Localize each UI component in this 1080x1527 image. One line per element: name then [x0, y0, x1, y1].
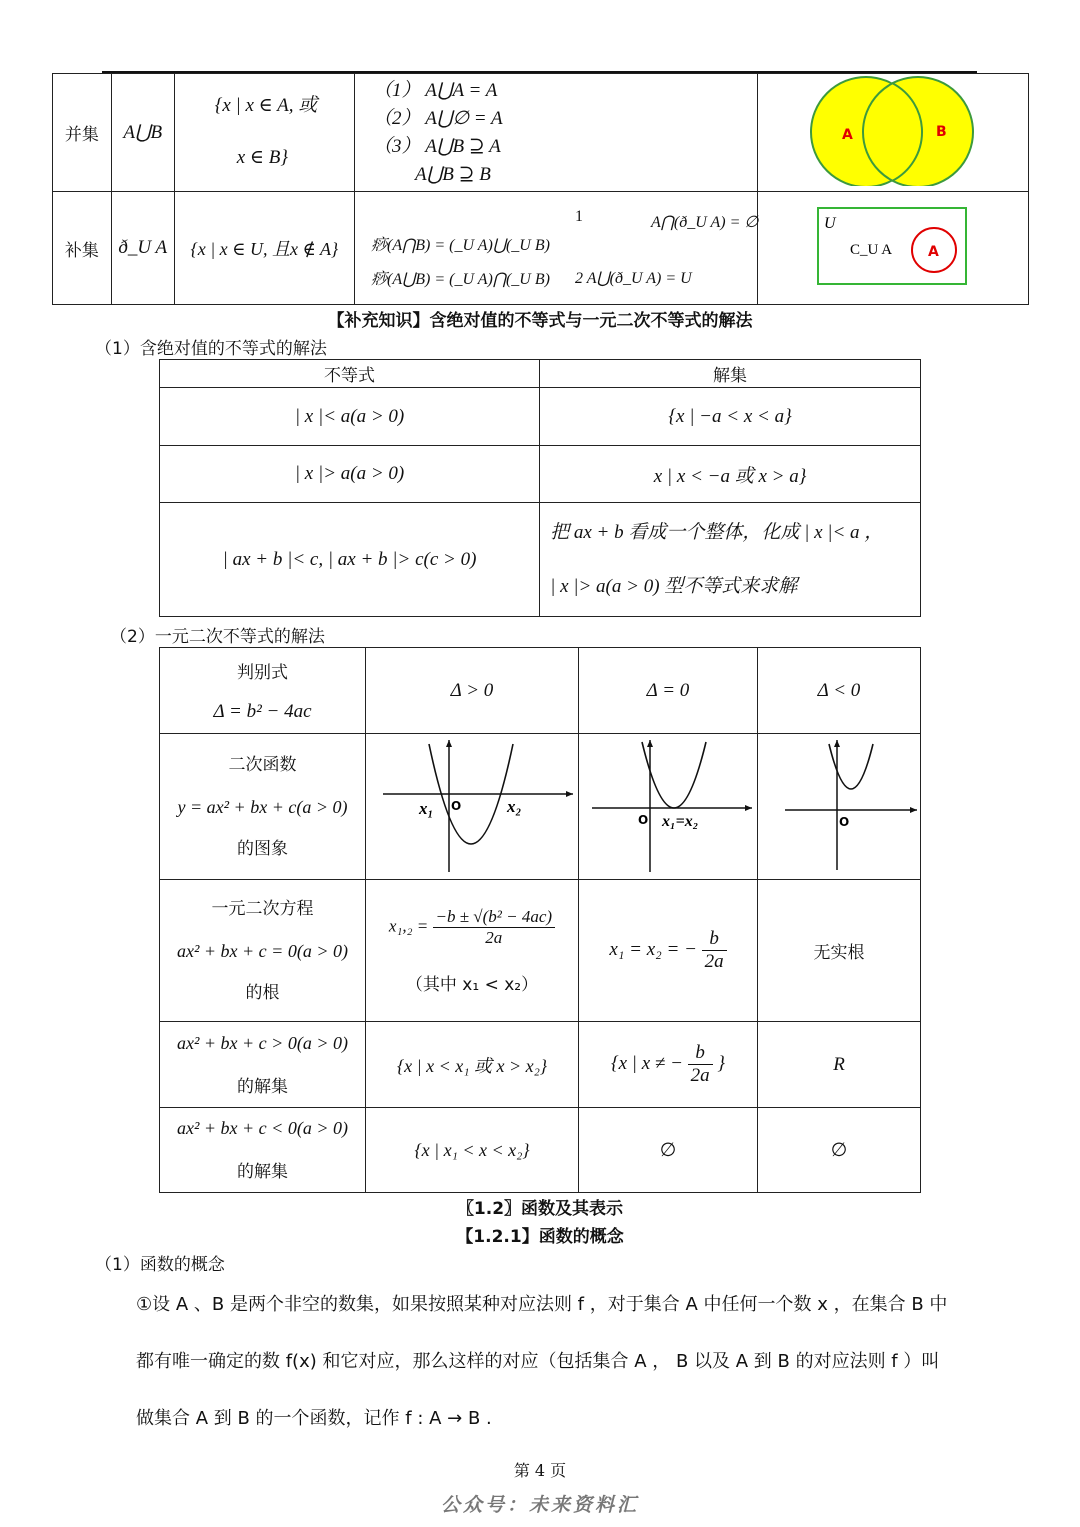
root-formula-numerator: −b ± √(b² − 4ac): [433, 907, 556, 928]
quadratic-table: [159, 647, 921, 1193]
definition-line-1: ①设 A 、B 是两个非空的数集，如果按照某种对应法则 f ，对于集合 A 中任何一个数 x ，在集合 B 中: [136, 1294, 948, 1315]
union-prop-3: （3） A⋃B ⊇ A: [373, 135, 501, 157]
gt-label-2: 的解集: [237, 1076, 288, 1097]
complement-name: 补集: [53, 192, 112, 305]
definition-line-2: 都有唯一确定的数 f(x) 和它对应，那么这样的对应（包括集合 A ， B 以及 A 到 B 的对应法则 f ）叫: [136, 1351, 940, 1372]
roots-zero-cell: [579, 880, 758, 1022]
gt-solution-zero-post: }: [717, 1052, 726, 1074]
eq-label-3: 的根: [245, 982, 280, 1003]
union-venn-diagram: [758, 74, 1028, 186]
eq-label-1: 一元二次方程: [211, 898, 314, 919]
union-prop-4: A⋃B ⊇ B: [415, 163, 491, 185]
func-label-cell: [160, 734, 366, 880]
roots-positive-cell: [366, 880, 579, 1022]
complement-prop-5: 2 A⋃(ð_U A) = U: [575, 270, 692, 287]
quad-section-title: （2）一元二次不等式的解法: [110, 627, 325, 647]
gt-solution-zero-fraction: [688, 1042, 713, 1087]
disc-row: [160, 648, 921, 734]
graph-zero-cell: [579, 734, 758, 880]
complement-definition: {x | x ∈ U, 且x ∉ A}: [174, 192, 354, 305]
complement-diagram: [758, 196, 1028, 296]
union-definition: [174, 74, 354, 192]
root-formula-fraction: [433, 907, 556, 948]
graph-negative: [759, 734, 919, 874]
double-root-lhs: x₁ = x₂ = −: [609, 938, 697, 960]
gt-row: [160, 1022, 921, 1108]
union-prop-1: （1） A⋃A = A: [373, 79, 498, 101]
func-label-3: 的图象: [237, 838, 288, 859]
union-venn-cell: [757, 74, 1028, 192]
case-zero: Δ = 0: [579, 648, 758, 734]
abs-row-2-inequality: | x |> a(a > 0): [160, 446, 540, 503]
complement-label: C_U A: [849, 241, 893, 258]
root-formula-denominator: 2a: [485, 927, 503, 947]
complement-prop-2: A⋂(ð_U A) = ∅: [651, 214, 759, 231]
universal-set-label: U: [823, 214, 836, 232]
complement-props: [355, 192, 758, 305]
gt-solution-zero-pre: {x | x ≠ −: [610, 1052, 683, 1074]
complement-prop-3: 痧(A⋂B) = (_U A)⋃(_U B): [371, 237, 550, 254]
double-root-label: x₁=x₂: [662, 813, 699, 830]
complement-row: [53, 192, 1029, 305]
lt-solution-zero: ∅: [579, 1108, 758, 1193]
gt-solution-positive: {x | x < x₁ 或 x > x₂}: [366, 1022, 579, 1108]
gt-solution-zero-numerator: b: [688, 1042, 713, 1065]
page-number: 第 4 页: [513, 1461, 567, 1480]
venn-circle-b: [863, 77, 973, 186]
abs-header-inequality: 不等式: [160, 360, 540, 388]
union-def-line1: {x | x ∈ A, 或: [214, 95, 318, 116]
abs-row-2-solution: x | x < −a 或 x > a}: [540, 446, 921, 503]
abs-row-3-solution-line2: | x |> a(a > 0) 型不等式来求解: [550, 575, 798, 597]
graph-zero: [580, 734, 756, 874]
graph-row: [160, 734, 921, 880]
lt-row: [160, 1108, 921, 1193]
func-label-2: y = ax² + bx + c(a > 0): [177, 796, 348, 817]
venn-label-a: A: [841, 127, 853, 143]
parabola-one-root: [642, 742, 706, 808]
union-name: 并集: [53, 74, 112, 192]
root-x2-label: x₂: [507, 797, 522, 816]
abs-header-row: [160, 360, 921, 388]
func-label-1: 二次函数: [228, 754, 297, 775]
root-formula-lhs: x₁,₂ =: [388, 915, 429, 935]
case-positive: Δ > 0: [366, 648, 579, 734]
abs-row-3-solution-line1: 把 ax + b 看成一个整体，化成 | x |< a ，: [550, 521, 884, 543]
venn-label-b: B: [935, 124, 947, 140]
graph-positive-cell: [366, 734, 579, 880]
disc-label-cell: [160, 648, 366, 734]
origin-label: O: [638, 813, 649, 827]
lt-label-cell: [160, 1108, 366, 1193]
abs-row-1-inequality: | x |< a(a > 0): [160, 388, 540, 446]
concept-title: （1）函数的概念: [95, 1255, 225, 1275]
complement-diagram-cell: [757, 192, 1028, 305]
footer-account: 公众号：未来资料汇: [440, 1494, 639, 1516]
abs-row-1-solution: {x | −a < x < a}: [540, 388, 921, 446]
union-prop-2: （2） A⋃∅ = A: [373, 107, 503, 129]
no-real-root: 无实根: [758, 880, 921, 1022]
lt-solution-negative: ∅: [758, 1108, 921, 1193]
graph-negative-cell: [758, 734, 921, 880]
origin-label: O: [451, 799, 462, 813]
lt-solution-positive: {x | x₁ < x < x₂}: [366, 1108, 579, 1193]
double-root-fraction: [702, 928, 727, 973]
abs-row-3-solution: [540, 503, 921, 617]
section-1-2-1-title: 【1.2.1】函数的概念: [456, 1227, 624, 1247]
roots-row: [160, 880, 921, 1022]
gt-solution-zero-denominator: 2a: [690, 1065, 710, 1086]
complement-prop-4: 痧(A⋃B) = (_U A)⋂(_U B): [371, 271, 550, 288]
root-x1-label: x₁: [419, 799, 434, 818]
gt-solution-zero: [579, 1022, 758, 1108]
parabola-no-root: [829, 744, 873, 789]
abs-value-table: [159, 359, 921, 617]
root-formula: [366, 907, 578, 948]
lt-label-2: 的解集: [237, 1162, 288, 1182]
disc-label: 判别式: [237, 663, 288, 683]
set-table: [52, 73, 1029, 305]
abs-section-title: （1）含绝对值的不等式的解法: [95, 339, 327, 359]
disc-formula: Δ = b² − 4ac: [213, 701, 312, 722]
eq-label-2: ax² + bx + c = 0(a > 0): [177, 940, 348, 961]
abs-row-3: [160, 503, 921, 617]
union-def-line2: x ∈ B}: [236, 147, 288, 168]
section-1-2-title: 〖1.2〗函数及其表示: [456, 1199, 624, 1219]
eq-label-cell: [160, 880, 366, 1022]
set-a-label: A: [927, 243, 939, 260]
complement-symbol: ð_U A: [111, 192, 174, 305]
origin-label: O: [839, 815, 850, 829]
complement-prop-1: 1: [575, 208, 584, 225]
gt-solution-negative: R: [758, 1022, 921, 1108]
graph-positive: [367, 734, 577, 874]
lt-label-1: ax² + bx + c < 0(a > 0): [177, 1118, 348, 1138]
case-negative: Δ < 0: [758, 648, 921, 734]
supplement-title: 【补充知识】含绝对值的不等式与一元二次不等式的解法: [327, 311, 753, 331]
double-root-denominator: 2a: [704, 951, 724, 972]
abs-row-3-inequality: | ax + b |< c, | ax + b |> c(c > 0): [160, 503, 540, 617]
definition-line-3: 做集合 A 到 B 的一个函数，记作 f : A → B .: [136, 1408, 492, 1429]
abs-row-1: [160, 388, 921, 446]
gt-label-cell: [160, 1022, 366, 1108]
union-symbol: A⋃B: [111, 74, 174, 192]
root-note: （其中 x₁ < x₂）: [405, 974, 539, 995]
abs-row-2: [160, 446, 921, 503]
double-root-numerator: b: [702, 928, 727, 951]
abs-header-solution: 解集: [540, 360, 921, 388]
gt-label-1: ax² + bx + c > 0(a > 0): [177, 1032, 348, 1053]
union-row: [53, 74, 1029, 192]
union-props: [355, 74, 758, 192]
